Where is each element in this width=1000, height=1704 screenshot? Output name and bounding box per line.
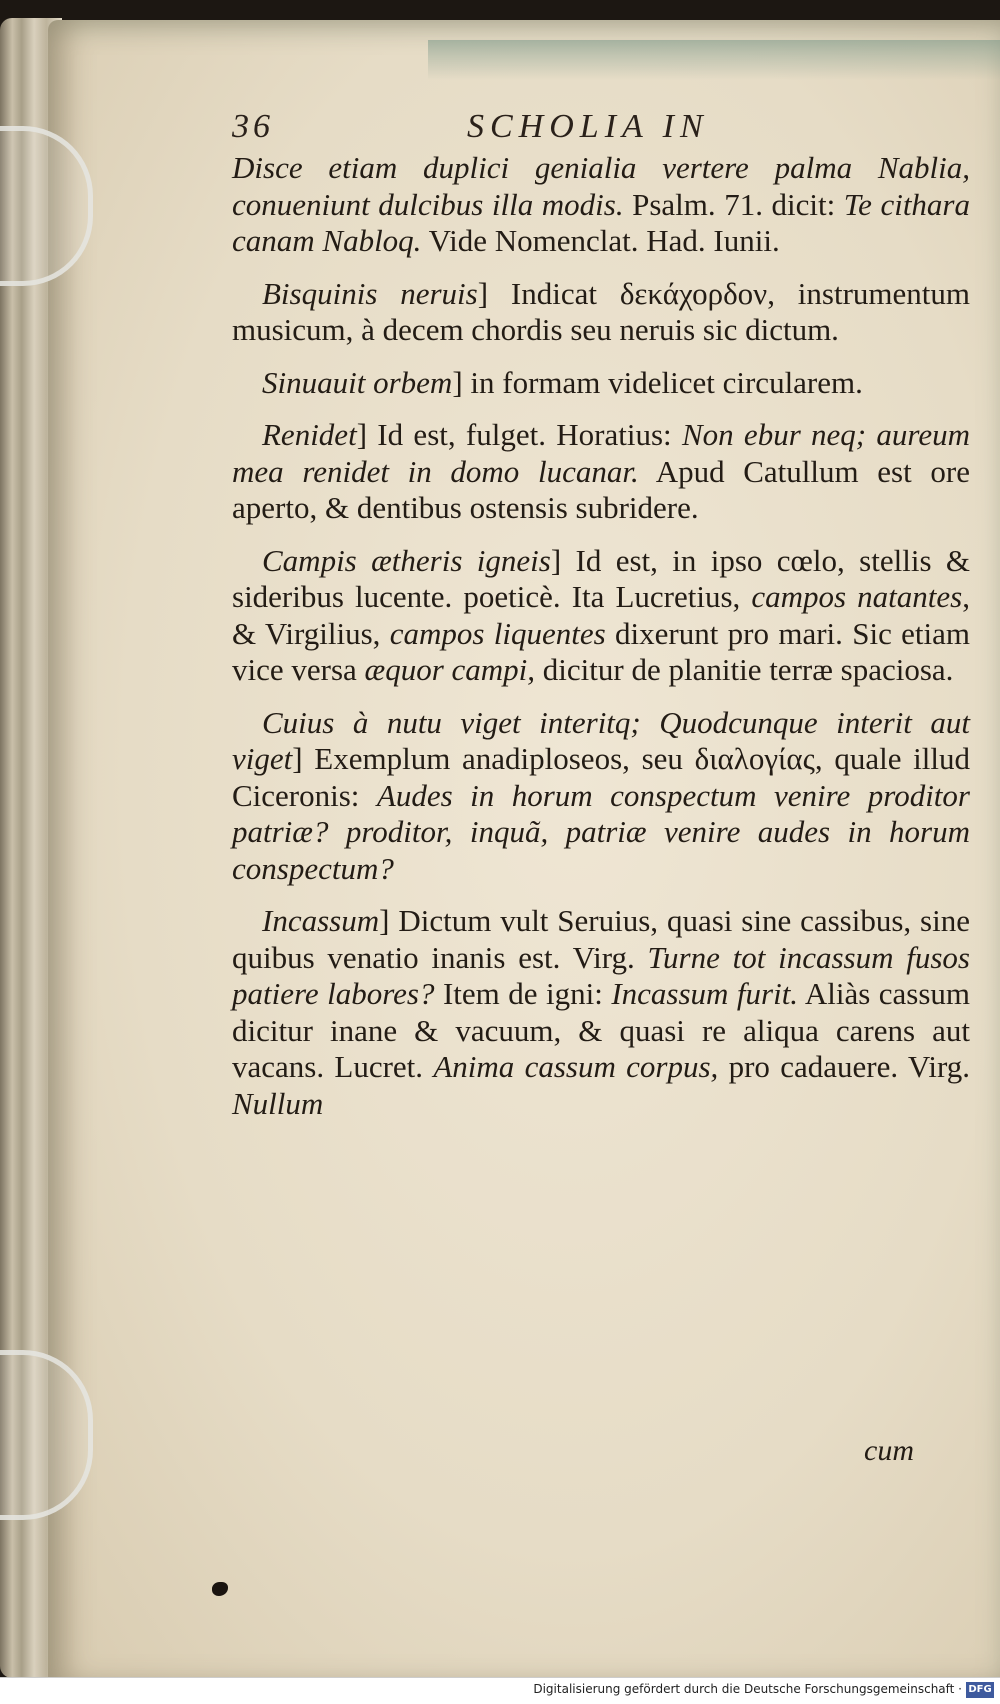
paragraph-nablia — [232, 150, 970, 260]
paragraph-sinuauit — [232, 365, 970, 402]
quote: Incassum furit. — [611, 976, 799, 1011]
running-head: SCHOLIA IN — [467, 108, 709, 145]
paragraph-campis — [232, 543, 970, 689]
text-run: ] Id est, fulget. Horatius: — [356, 417, 682, 452]
lemma: Campis ætheris igneis — [262, 542, 551, 578]
paragraph-incassum — [232, 903, 970, 1122]
text-run: pro cadauere. Virg. — [718, 1049, 970, 1084]
paragraph-renidet — [232, 417, 970, 527]
text-run: Vide Nomenclat. Had. Iunii. — [421, 223, 780, 258]
text-run: ] Exemplum anadiploseos, seu διαλογίας, quale illud Ciceronis: — [232, 741, 970, 813]
text-run: dicitur de planitie terræ spaciosa. — [535, 652, 954, 687]
page-number: 36 — [232, 108, 274, 145]
lemma: Renidet — [262, 417, 357, 452]
paragraph-cuius — [232, 705, 970, 888]
quote: Anima cassum corpus, — [433, 1049, 719, 1084]
text-run: ] Dictum vult Seruius, quasi sine cassibus, sine quibus venatio inanis est. Virg. — [232, 903, 970, 975]
lemma: Sinuauit orbem — [262, 364, 453, 400]
text-run: , & Virgilius, — [232, 579, 970, 651]
paragraph-bisquinis — [232, 276, 970, 349]
text-run: ] Id est, in ipso cœlo, stellis & sideribus lucente. poeticè. Ita Lucretius, — [232, 542, 970, 614]
quote: Te cithara canam Nabloq. — [232, 186, 970, 258]
quote: Non ebur neq; aureum mea renidet in domo lucanar. — [232, 417, 970, 489]
quote: Nullum — [232, 1085, 324, 1121]
lemma: Incassum — [262, 903, 380, 938]
text-run: Aliàs cassum dicitur inane & vacuum, & quasi re aliqua carens aut vacans. Lucret. — [232, 976, 971, 1084]
catchword: cum — [864, 1434, 914, 1467]
text-run: ] Indicat δεκάχορδον, instrumentum musicum, à decem chordis seu neruis sic dictum. — [232, 275, 970, 347]
footer-credit: Digitalisierung gefördert durch die Deutsche Forschungsgemeinschaft · — [533, 1682, 962, 1696]
quote: Turne tot incassum fusos patiere labores? — [232, 939, 970, 1011]
lemma: Bisquinis neruis — [262, 275, 478, 311]
quote: æquor campi, — [364, 652, 536, 687]
quote: campos natantes — [751, 579, 963, 614]
page-header — [232, 108, 940, 154]
verse-quote: Disce etiam duplici genialia vertere palma Nablia, conueniunt dulcibus illa modis. — [232, 150, 970, 222]
quote: campos liquentes — [389, 615, 606, 651]
text-run: dixerunt pro mari. Sic etiam vice versa — [232, 615, 971, 687]
text-run: Apud Catullum est ore aperto, & dentibus ostensis subridere. — [232, 453, 970, 525]
quote: Audes in horum conspectum venire proditor patriæ? proditor, inquã, patriæ venire audes in horum conspectum? — [232, 777, 970, 886]
text-run: Item de igni: — [434, 976, 612, 1011]
lemma: Cuius à nutu viget interitq; Quodcunque interit aut viget — [232, 704, 970, 776]
dfg-logo-icon: DFG — [966, 1682, 994, 1698]
text-run: ] in formam videlicet circularem. — [452, 364, 863, 400]
page-body-text — [232, 150, 970, 1122]
footer-bar — [0, 1677, 1000, 1704]
water-stain — [428, 40, 1000, 80]
text-run: Psalm. 71. dicit: — [623, 186, 844, 222]
